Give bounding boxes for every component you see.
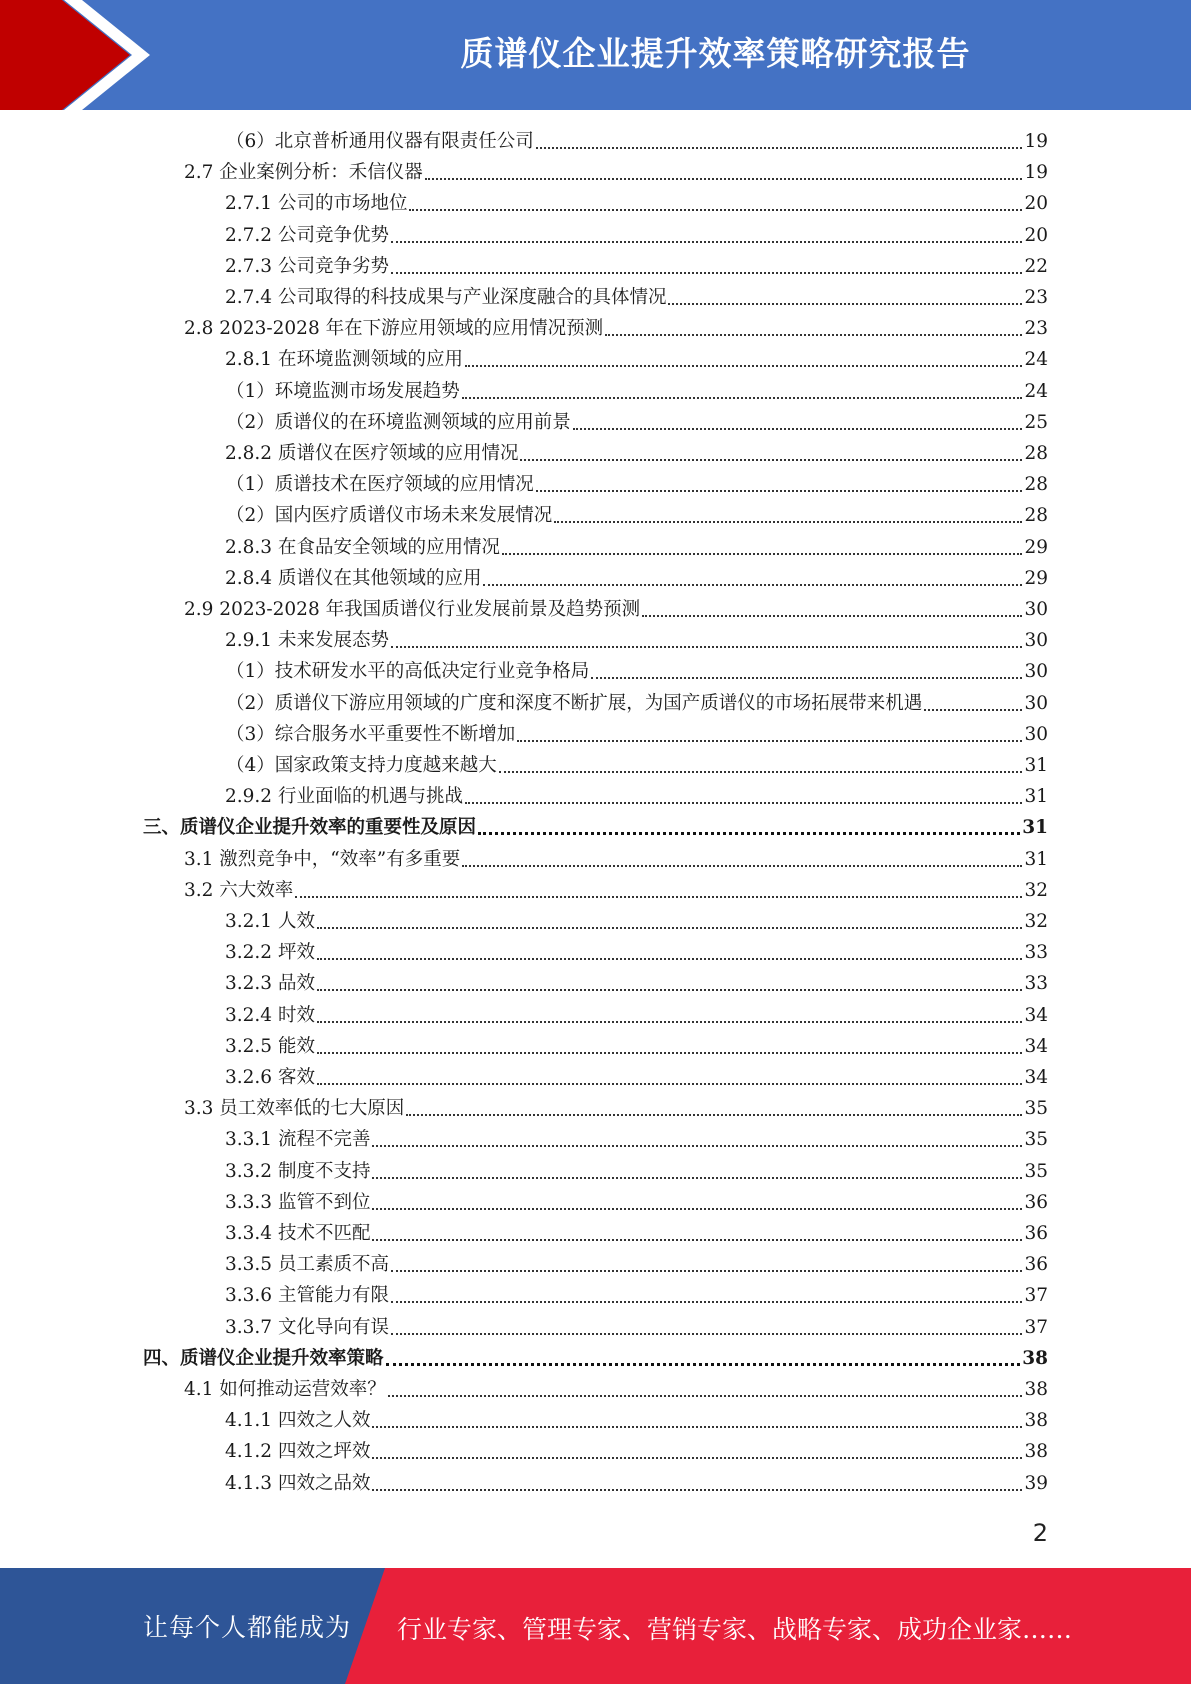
toc-dot-leader bbox=[372, 1207, 1022, 1210]
toc-entry-page-number: 38 bbox=[1022, 1347, 1048, 1369]
toc-entry-page-number: 19 bbox=[1024, 162, 1048, 184]
toc-entry[interactable] bbox=[225, 782, 1048, 810]
toc-row[interactable] bbox=[0, 1313, 1191, 1341]
toc-entry-page-number: 39 bbox=[1024, 1472, 1048, 1494]
toc-row[interactable] bbox=[0, 751, 1191, 779]
toc-entry-page-number: 24 bbox=[1024, 380, 1048, 402]
toc-entry-page-number: 22 bbox=[1024, 255, 1048, 277]
toc-entry-page-number: 36 bbox=[1024, 1254, 1048, 1276]
toc-entry-title: 3.3.6 主管能力有限 bbox=[225, 1285, 389, 1307]
toc-entry-page-number: 38 bbox=[1024, 1441, 1048, 1463]
toc-entry-page-number: 36 bbox=[1024, 1223, 1048, 1244]
toc-dot-leader bbox=[372, 1238, 1022, 1241]
toc-row[interactable] bbox=[0, 127, 1191, 155]
toc-entry-title: （1）技术研发水平的高低决定行业竞争格局 bbox=[226, 661, 590, 683]
toc-dot-leader bbox=[465, 364, 1022, 367]
toc-entry-title: 2.7.2 公司竞争优势 bbox=[225, 224, 389, 246]
toc-row[interactable] bbox=[0, 533, 1191, 561]
toc-row[interactable] bbox=[0, 1188, 1191, 1216]
toc-row[interactable] bbox=[0, 408, 1191, 436]
toc-entry-title: （2）国内医疗质谱仪市场未来发展情况 bbox=[226, 505, 553, 527]
toc-entry-page-number: 30 bbox=[1024, 661, 1048, 683]
toc-entry[interactable] bbox=[225, 1063, 1048, 1091]
toc-dot-leader bbox=[391, 240, 1022, 243]
toc-entry[interactable] bbox=[225, 938, 1048, 966]
toc-row[interactable] bbox=[0, 1219, 1191, 1247]
toc-row[interactable] bbox=[0, 345, 1191, 373]
toc-entry-title: （1）质谱技术在医疗领域的应用情况 bbox=[226, 474, 534, 496]
toc-row[interactable] bbox=[0, 314, 1191, 342]
toc-dot-leader bbox=[317, 957, 1023, 960]
toc-entry-title: 2.9.2 行业面临的机遇与挑战 bbox=[225, 786, 463, 808]
toc-entry[interactable] bbox=[225, 1313, 1048, 1341]
toc-dot-leader bbox=[536, 146, 1023, 149]
toc-entry-title: 3.2.4 时效 bbox=[225, 1004, 315, 1026]
toc-row[interactable] bbox=[0, 938, 1191, 966]
toc-row[interactable] bbox=[0, 1344, 1191, 1372]
toc-dot-leader bbox=[462, 864, 1022, 867]
toc-entry-title: 2.9 2023-2028 年我国质谱仪行业发展前景及趋势预测 bbox=[184, 599, 641, 620]
toc-dot-leader bbox=[386, 1362, 1021, 1366]
toc-entry[interactable] bbox=[226, 751, 1048, 779]
toc-row[interactable] bbox=[0, 1375, 1191, 1403]
toc-entry-title: （2）质谱仪下游应用领域的广度和深度不断扩展，为国产质谱仪的市场拓展带来机遇 bbox=[226, 692, 923, 714]
toc-row[interactable] bbox=[0, 969, 1191, 997]
toc-entry-page-number: 19 bbox=[1024, 131, 1048, 152]
toc-dot-leader bbox=[478, 831, 1020, 835]
toc-entry-title: 2.7.1 公司的市场地位 bbox=[225, 193, 408, 215]
toc-entry-page-number: 34 bbox=[1024, 1067, 1048, 1088]
toc-entry[interactable] bbox=[225, 1437, 1048, 1465]
toc-entry-title: （2）质谱仪的在环境监测领域的应用前景 bbox=[226, 411, 571, 433]
toc-entry-page-number: 36 bbox=[1024, 1191, 1048, 1213]
document-title: 质谱仪企业提升效率策略研究报告 bbox=[460, 34, 971, 73]
toc-entry-page-number: 28 bbox=[1024, 443, 1048, 464]
toc-entry-title: 2.9.1 未来发展态势 bbox=[225, 630, 389, 652]
toc-row[interactable] bbox=[0, 501, 1191, 529]
toc-entry-page-number: 28 bbox=[1024, 505, 1048, 527]
toc-dot-leader bbox=[317, 1082, 1023, 1085]
toc-row[interactable] bbox=[0, 283, 1191, 311]
toc-entry-title: 3.2 六大效率 bbox=[184, 879, 294, 901]
toc-entry-page-number: 30 bbox=[1024, 630, 1048, 652]
toc-row[interactable] bbox=[0, 1063, 1191, 1091]
toc-entry-title: 2.8.2 质谱仪在医疗领域的应用情况 bbox=[225, 443, 519, 464]
toc-entry-title: 2.8.4 质谱仪在其他领域的应用 bbox=[225, 567, 482, 589]
page-header bbox=[0, 0, 1191, 110]
toc-dot-leader bbox=[462, 396, 1023, 399]
toc-dot-leader bbox=[391, 645, 1022, 648]
toc-entry[interactable] bbox=[226, 689, 1048, 717]
toc-entry-title: （3）综合服务水平重要性不断增加 bbox=[226, 723, 516, 745]
toc-entry[interactable] bbox=[225, 533, 1048, 561]
toc-dot-leader bbox=[573, 427, 1023, 430]
toc-entry-page-number: 33 bbox=[1024, 973, 1048, 995]
toc-entry-title: 3.3.7 文化导向有误 bbox=[225, 1316, 389, 1338]
toc-entry-title: 四、质谱仪企业提升效率策略 bbox=[143, 1347, 384, 1369]
toc-dot-leader bbox=[536, 489, 1023, 492]
toc-entry-page-number: 20 bbox=[1024, 224, 1048, 246]
toc-entry[interactable] bbox=[225, 564, 1048, 592]
toc-entry[interactable] bbox=[225, 969, 1048, 997]
toc-entry[interactable] bbox=[226, 408, 1048, 436]
toc-entry[interactable] bbox=[225, 1281, 1048, 1309]
toc-entry-page-number: 25 bbox=[1024, 411, 1048, 433]
toc-entry[interactable] bbox=[184, 595, 1048, 623]
toc-dot-leader bbox=[502, 552, 1022, 555]
toc-row[interactable] bbox=[0, 782, 1191, 810]
toc-entry-title: 2.8.3 在食品安全领域的应用情况 bbox=[225, 536, 500, 558]
toc-entry-title: 3.2.1 人效 bbox=[225, 911, 315, 932]
toc-entry[interactable] bbox=[226, 720, 1048, 748]
toc-entry[interactable] bbox=[225, 1001, 1048, 1029]
toc-entry-page-number: 32 bbox=[1024, 911, 1048, 932]
toc-dot-leader bbox=[425, 177, 1023, 180]
toc-entry-title: 3.2.2 坪效 bbox=[225, 942, 315, 964]
toc-entry[interactable] bbox=[226, 501, 1048, 529]
toc-row[interactable] bbox=[0, 907, 1191, 935]
toc-entry-title: 4.1.2 四效之坪效 bbox=[225, 1441, 371, 1463]
toc-row[interactable] bbox=[0, 564, 1191, 592]
toc-row[interactable] bbox=[0, 252, 1191, 280]
toc-row[interactable] bbox=[0, 845, 1191, 873]
toc-entry[interactable] bbox=[184, 845, 1048, 873]
toc-entry-page-number: 33 bbox=[1024, 942, 1048, 964]
toc-entry-page-number: 31 bbox=[1024, 786, 1048, 808]
toc-entry[interactable] bbox=[184, 158, 1048, 186]
toc-entry[interactable] bbox=[143, 1344, 1048, 1372]
toc-dot-leader bbox=[391, 1300, 1022, 1303]
toc-entry[interactable] bbox=[225, 1469, 1048, 1497]
toc-dot-leader bbox=[668, 302, 1022, 305]
toc-entry[interactable] bbox=[225, 1219, 1048, 1247]
toc-dot-leader bbox=[372, 1176, 1022, 1179]
toc-entry-page-number: 37 bbox=[1024, 1316, 1048, 1338]
toc-row[interactable] bbox=[0, 595, 1191, 623]
toc-entry[interactable] bbox=[225, 626, 1048, 654]
toc-entry-title: 3.3 员工效率低的七大原因 bbox=[184, 1098, 405, 1120]
toc-row[interactable] bbox=[0, 470, 1191, 498]
toc-entry-title: 4.1.3 四效之品效 bbox=[225, 1472, 371, 1494]
toc-entry-page-number: 20 bbox=[1024, 193, 1048, 215]
toc-row[interactable] bbox=[0, 1032, 1191, 1060]
toc-dot-leader bbox=[391, 1332, 1022, 1335]
toc-row[interactable] bbox=[0, 626, 1191, 654]
toc-entry-page-number: 35 bbox=[1024, 1129, 1048, 1151]
toc-entry[interactable] bbox=[184, 876, 1048, 904]
toc-entry[interactable] bbox=[225, 1188, 1048, 1216]
toc-entry[interactable] bbox=[226, 470, 1048, 498]
toc-entry-page-number: 31 bbox=[1022, 817, 1048, 839]
toc-dot-leader bbox=[406, 1113, 1022, 1116]
toc-entry-page-number: 38 bbox=[1024, 1410, 1048, 1432]
toc-dot-leader bbox=[372, 1488, 1022, 1491]
toc-dot-leader bbox=[409, 208, 1022, 211]
toc-row[interactable] bbox=[0, 876, 1191, 904]
toc-entry-page-number: 29 bbox=[1024, 567, 1048, 589]
toc-entry-title: 3.3.3 监管不到位 bbox=[225, 1191, 371, 1213]
toc-entry[interactable] bbox=[225, 221, 1048, 249]
toc-dot-leader bbox=[483, 583, 1022, 586]
toc-entry-title: 3.2.3 品效 bbox=[225, 973, 315, 995]
toc-dot-leader bbox=[605, 333, 1022, 336]
page-number: 2 bbox=[1032, 1519, 1048, 1547]
toc-entry[interactable] bbox=[225, 1032, 1048, 1060]
footer-slogan-right: 行业专家、管理专家、营销专家、战略专家、成功企业家…… bbox=[397, 1615, 1073, 1644]
toc-entry-title: 3.1 激烈竞争中，“效率”有多重要 bbox=[184, 848, 461, 870]
toc-entry[interactable] bbox=[184, 314, 1048, 342]
toc-row[interactable] bbox=[0, 221, 1191, 249]
toc-dot-leader bbox=[372, 1425, 1022, 1428]
toc-entry-page-number: 31 bbox=[1024, 848, 1048, 870]
toc-entry-page-number: 23 bbox=[1024, 287, 1048, 308]
toc-row[interactable] bbox=[0, 189, 1191, 217]
toc-dot-leader bbox=[924, 708, 1022, 711]
toc-entry-title: （1）环境监测市场发展趋势 bbox=[226, 380, 460, 402]
toc-entry[interactable] bbox=[143, 813, 1048, 841]
toc-entry-page-number: 38 bbox=[1024, 1379, 1048, 1400]
toc-entry-title: 3.3.2 制度不支持 bbox=[225, 1160, 371, 1182]
toc-entry[interactable] bbox=[225, 1250, 1048, 1278]
toc-row[interactable] bbox=[0, 1406, 1191, 1434]
toc-entry[interactable] bbox=[225, 439, 1048, 467]
toc-entry-title: 3.3.5 员工素质不高 bbox=[225, 1254, 389, 1276]
toc-row[interactable] bbox=[0, 1157, 1191, 1185]
toc-row[interactable] bbox=[0, 1281, 1191, 1309]
toc-row[interactable] bbox=[0, 657, 1191, 685]
toc-entry-title: 2.7.4 公司取得的科技成果与产业深度融合的具体情况 bbox=[225, 287, 667, 308]
toc-entry-title: 4.1.1 四效之人效 bbox=[225, 1410, 371, 1432]
toc-dot-leader bbox=[554, 520, 1022, 523]
toc-entry-page-number: 28 bbox=[1024, 474, 1048, 496]
toc-entry-page-number: 34 bbox=[1024, 1035, 1048, 1057]
toc-dot-leader bbox=[465, 801, 1022, 804]
toc-dot-leader bbox=[388, 1394, 1023, 1397]
toc-entry-title: 3.2.6 客效 bbox=[225, 1067, 315, 1088]
toc-row[interactable] bbox=[0, 1469, 1191, 1497]
toc-entry-page-number: 29 bbox=[1024, 536, 1048, 558]
toc-entry-page-number: 30 bbox=[1024, 599, 1048, 620]
toc-entry-title: 三、质谱仪企业提升效率的重要性及原因 bbox=[143, 817, 477, 839]
toc-entry[interactable] bbox=[225, 1125, 1048, 1153]
toc-entry[interactable] bbox=[184, 1094, 1048, 1122]
toc-entry-title: （4）国家政策支持力度越来越大 bbox=[226, 755, 497, 776]
toc-dot-leader bbox=[295, 895, 1022, 898]
toc-row[interactable] bbox=[0, 1125, 1191, 1153]
toc-dot-leader bbox=[391, 271, 1022, 274]
toc-entry-title: 2.7 企业案例分析：禾信仪器 bbox=[184, 162, 423, 184]
toc-entry-title: 2.8 2023-2028 年在下游应用领域的应用情况预测 bbox=[184, 318, 604, 340]
toc-dot-leader bbox=[391, 1269, 1022, 1272]
toc-entry[interactable] bbox=[225, 252, 1048, 280]
toc-entry-page-number: 35 bbox=[1024, 1098, 1048, 1120]
footer-slogan-left: 让每个人都能成为 bbox=[143, 1613, 352, 1642]
toc-dot-leader bbox=[499, 770, 1023, 773]
toc-row[interactable] bbox=[0, 813, 1191, 841]
toc-entry-title: 4.1 如何推动运营效率？ bbox=[184, 1379, 386, 1400]
toc-entry-page-number: 32 bbox=[1024, 879, 1048, 901]
toc-row[interactable] bbox=[0, 720, 1191, 748]
page-footer bbox=[0, 1568, 1191, 1684]
toc-row[interactable] bbox=[0, 1250, 1191, 1278]
toc-row[interactable] bbox=[0, 439, 1191, 467]
toc-entry-title: 3.2.5 能效 bbox=[225, 1035, 315, 1057]
toc-dot-leader bbox=[372, 1456, 1022, 1459]
toc-entry-page-number: 35 bbox=[1024, 1160, 1048, 1182]
toc-entry-title: （6）北京普析通用仪器有限责任公司 bbox=[226, 131, 534, 152]
toc-dot-leader bbox=[317, 1020, 1023, 1023]
toc-entry[interactable] bbox=[225, 1406, 1048, 1434]
toc-entry-page-number: 24 bbox=[1024, 349, 1048, 371]
toc-entry-title: 3.3.4 技术不匹配 bbox=[225, 1223, 371, 1244]
toc-dot-leader bbox=[317, 1051, 1023, 1054]
toc-entry[interactable] bbox=[225, 1157, 1048, 1185]
toc-dot-leader bbox=[317, 988, 1023, 991]
toc-entry-title: 3.3.1 流程不完善 bbox=[225, 1129, 371, 1151]
toc-entry-page-number: 30 bbox=[1024, 692, 1048, 714]
toc-row[interactable] bbox=[0, 1094, 1191, 1122]
toc-entry[interactable] bbox=[225, 283, 1048, 311]
toc-entry[interactable] bbox=[225, 189, 1048, 217]
toc-dot-leader bbox=[642, 614, 1022, 617]
toc-dot-leader bbox=[517, 739, 1022, 742]
toc-row[interactable] bbox=[0, 158, 1191, 186]
toc-entry-title: 2.8.1 在环境监测领域的应用 bbox=[225, 349, 463, 371]
toc-entry-page-number: 23 bbox=[1024, 318, 1048, 340]
toc-entry[interactable] bbox=[226, 657, 1048, 685]
toc-entry-page-number: 31 bbox=[1024, 755, 1048, 776]
toc-row[interactable] bbox=[0, 689, 1191, 717]
toc-entry[interactable] bbox=[226, 377, 1048, 405]
toc-dot-leader bbox=[317, 926, 1023, 929]
toc-row[interactable] bbox=[0, 1437, 1191, 1465]
toc-entry[interactable] bbox=[225, 345, 1048, 373]
toc-entry-page-number: 37 bbox=[1024, 1285, 1048, 1307]
toc-entry[interactable] bbox=[226, 127, 1048, 155]
toc-entry-page-number: 30 bbox=[1024, 723, 1048, 745]
toc-dot-leader bbox=[591, 676, 1022, 679]
toc-entry-title: 2.7.3 公司竞争劣势 bbox=[225, 255, 389, 277]
toc-entry-page-number: 34 bbox=[1024, 1004, 1048, 1026]
toc-entry[interactable] bbox=[184, 1375, 1048, 1403]
toc-dot-leader bbox=[520, 458, 1022, 461]
toc-entry[interactable] bbox=[225, 907, 1048, 935]
toc-dot-leader bbox=[372, 1144, 1022, 1147]
toc-row[interactable] bbox=[0, 1001, 1191, 1029]
toc-row[interactable] bbox=[0, 377, 1191, 405]
